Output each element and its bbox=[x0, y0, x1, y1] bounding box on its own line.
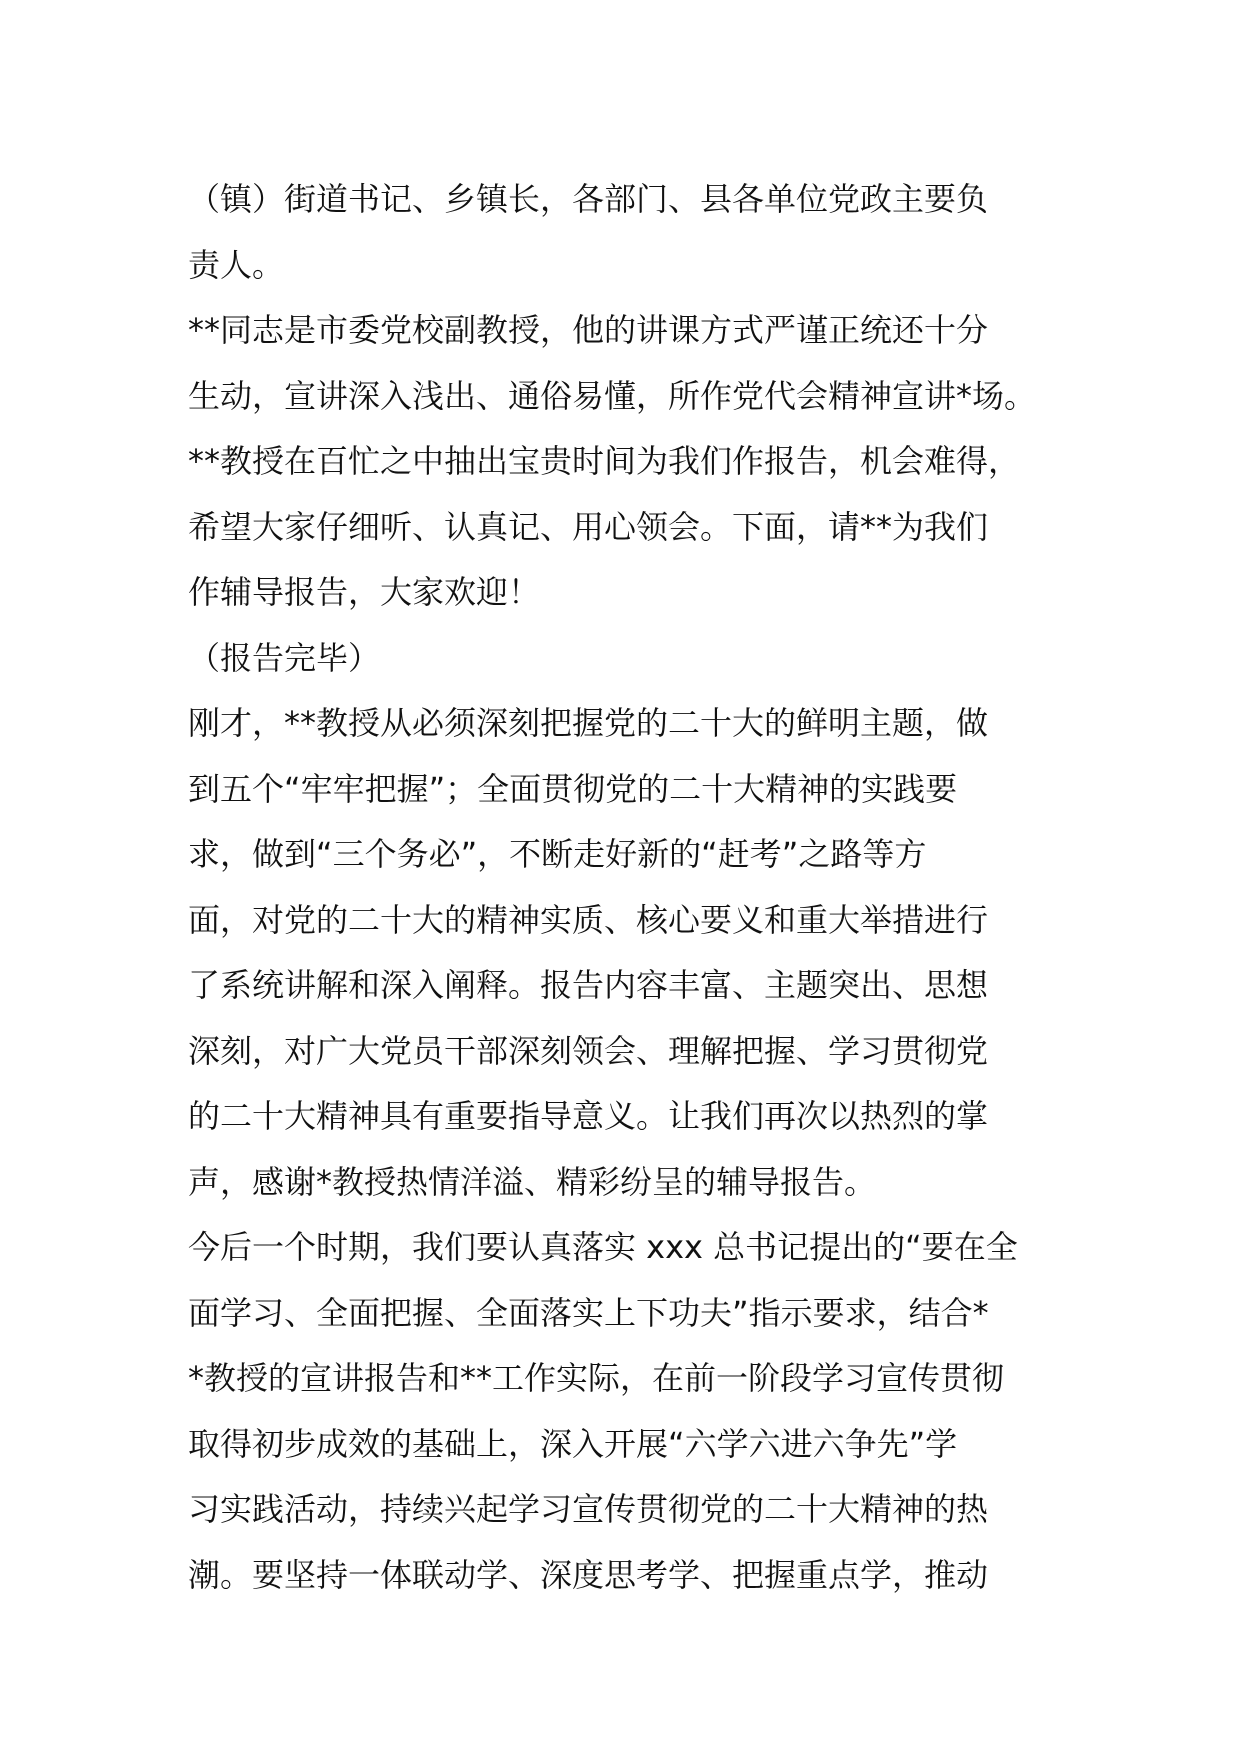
text-line: 面，对党的二十大的精神实质、核心要义和重大举措进行 bbox=[188, 900, 989, 939]
text-line: 了系统讲解和深入阐释。报告内容丰富、主题突出、思想 bbox=[188, 966, 989, 1004]
text-line: **同志是市委党校副教授，他的讲课方式严谨正统还十分 bbox=[188, 311, 989, 349]
text-line: 到五个“牢牢把握”；全面贯彻党的二十大精神的实践要 bbox=[188, 769, 958, 808]
text-line: **教授在百忙之中抽出宝贵时间为我们作报告，机会难得， bbox=[188, 442, 1021, 480]
text-line: 习实践活动，持续兴起学习宣传贯彻党的二十大精神的热 bbox=[188, 1490, 989, 1528]
text-line: 刚才，**教授从必须深刻把握党的二十大的鲜明主题，做 bbox=[188, 704, 989, 742]
text-line: 深刻，对广大党员干部深刻领会、理解把握、学习贯彻党 bbox=[188, 1031, 989, 1070]
text-line: 面学习、全面把握、全面落实上下功夫”指示要求，结合* bbox=[188, 1293, 989, 1332]
text-line: 今后一个时期，我们要认真落实 xxx 总书记提出的“要在全 bbox=[188, 1228, 1018, 1266]
text-line: （镇）街道书记、乡镇长，各部门、县各单位党政主要负 bbox=[188, 180, 989, 218]
text-line: *教授的宣讲报告和**工作实际，在前一阶段学习宣传贯彻 bbox=[188, 1359, 1005, 1397]
text-line: （报告完毕） bbox=[188, 638, 381, 677]
text-line: 希望大家仔细听、认真记、用心领会。下面，请**为我们 bbox=[188, 507, 989, 546]
text-line: 生动，宣讲深入浅出、通俗易懂，所作党代会精神宣讲*场。 bbox=[188, 376, 1037, 415]
text-line: 求，做到“三个务必”，不断走好新的“赶考”之路等方 bbox=[188, 835, 927, 873]
text-line: 声，感谢*教授热情洋溢、精彩纷呈的辅导报告。 bbox=[188, 1162, 877, 1201]
document-body bbox=[188, 167, 1088, 1608]
text-line: 取得初步成效的基础上，深入开展“六学六进六争先”学 bbox=[188, 1424, 958, 1463]
text-line: 责人。 bbox=[188, 245, 285, 284]
text-line: 的二十大精神具有重要指导意义。让我们再次以热烈的掌 bbox=[188, 1097, 989, 1135]
text-line: 潮。要坚持一体联动学、深度思考学、把握重点学，推动 bbox=[188, 1555, 989, 1594]
text-line: 作辅导报告，大家欢迎！ bbox=[188, 573, 541, 611]
